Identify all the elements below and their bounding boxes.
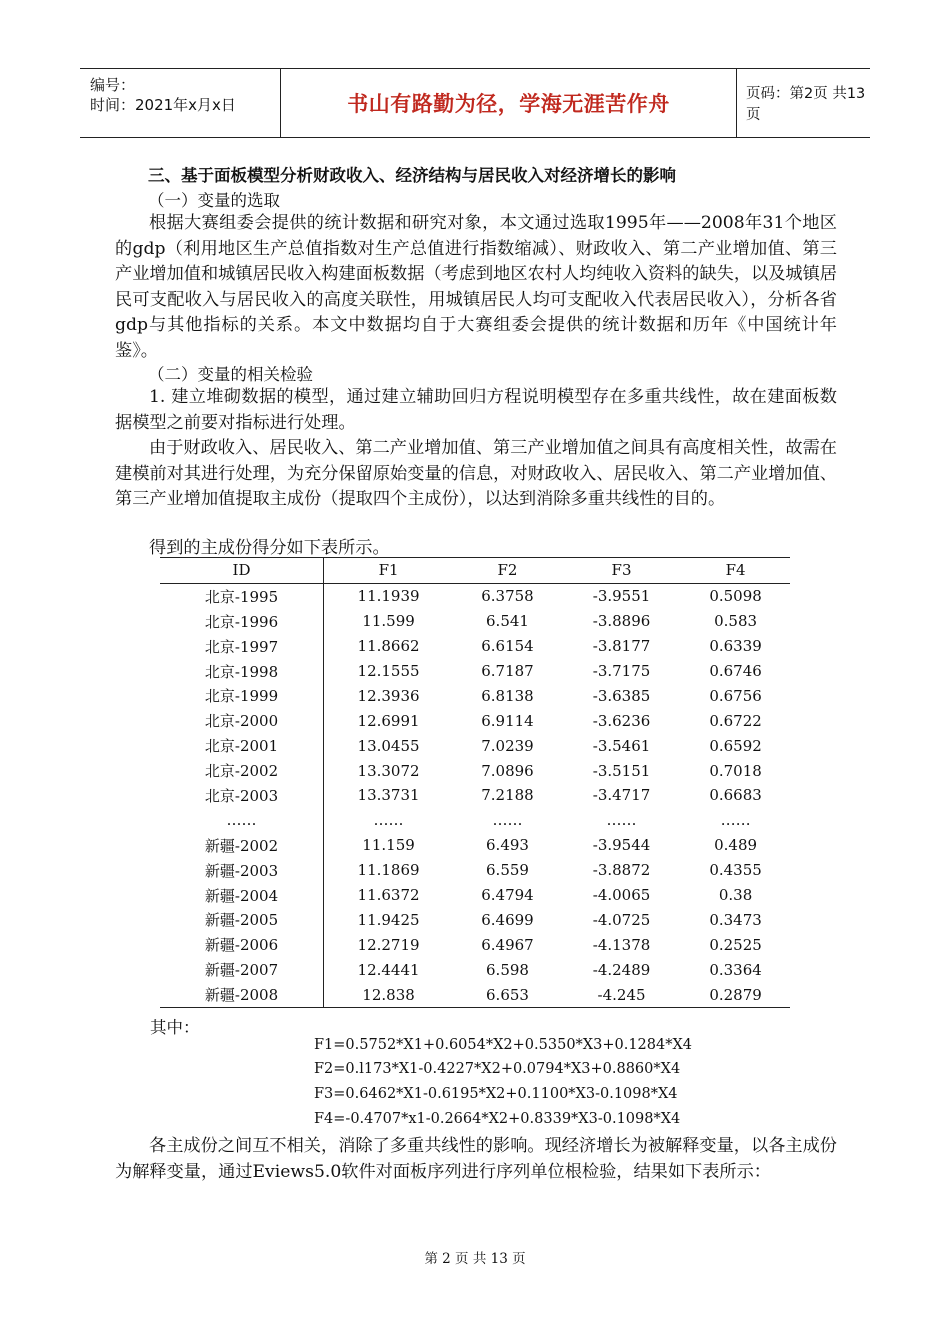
paragraph-data-source: 根据大赛组委会提供的统计数据和研究对象，本文通过选取1995年——2008年31个地区的gdp（利用地区生产总值指数对生产总值进行指数缩减）、财政收入、第二产业增加值、第三产业增加值和城镇居民收入构建面板数据（考虑到地区农村人均纯收入资料的缺失，以及城镇居民可支配收入与居民收入的高度关联性，用城镇居民人均可支配收入代表居民收入），分析各省gdp与其他指标的关系。本文中数据均自于大赛组委会提供的统计数据和历年《中国统计年鉴》。 <box>115 213 837 361</box>
cell-f2: 6.598 <box>486 960 529 979</box>
cell-f3: -4.2489 <box>592 960 651 979</box>
cell-f2: 6.8138 <box>481 686 534 705</box>
cell-f4: 0.6339 <box>709 637 762 656</box>
table-row <box>160 733 790 758</box>
cell-f1: 12.2719 <box>357 935 420 954</box>
cell-f2: 6.653 <box>453 982 562 1007</box>
cell-id: 新疆-2004 <box>160 883 324 908</box>
header-page-cell <box>740 69 870 137</box>
cell-f3: -3.6236 <box>592 711 651 730</box>
paragraph-table-intro: 得到的主成份得分如下表所示。 <box>149 538 390 558</box>
cell-id: …… <box>160 808 324 833</box>
table-row <box>160 833 790 858</box>
cell-f1: 13.3731 <box>357 786 420 805</box>
column-header-f2: F2 <box>453 558 562 584</box>
cell-f3: -3.9544 <box>592 836 651 855</box>
cell-f3: -3.8177 <box>592 637 651 656</box>
cell-f4: 0.2525 <box>709 935 762 954</box>
equation-f4: F4=-0.4707*x1-0.2664*X2+0.8339*X3-0.1098*X4 <box>314 1111 681 1127</box>
table-row <box>160 982 790 1007</box>
table-row <box>160 683 790 708</box>
cell-f1: 11.159 <box>362 836 415 855</box>
date-label: 时间：2021年x月x日 <box>90 96 236 114</box>
cell-f3: -3.7175 <box>592 662 651 680</box>
column-header-f4: F4 <box>681 558 790 584</box>
table-row <box>160 783 790 808</box>
cell-f1: 12.4441 <box>357 960 420 979</box>
column-header-id: ID <box>160 558 324 584</box>
cell-f4: 0.583 <box>714 612 758 631</box>
cell-id: 北京-2003 <box>160 783 324 808</box>
table-header-row <box>160 558 790 584</box>
cell-f3: -4.1378 <box>592 935 651 954</box>
cell-f2: 6.541 <box>486 612 529 631</box>
cell-f2: 6.559 <box>486 861 529 880</box>
section-title: 三、基于面板模型分析财政收入、经济结构与居民收入对经济增长的影响 <box>148 166 676 185</box>
cell-f2: 7.0896 <box>481 761 534 780</box>
paragraph-unit-root-test: 各主成份之间互不相关，消除了多重共线性的影响。现经济增长为被解释变量，以各主成份为解释变量，通过Eviews5.0软件对面板序列进行序列单位根检验，结果如下表所示： <box>115 1136 837 1182</box>
cell-id: 北京-1996 <box>160 609 324 634</box>
cell-f3: -3.6385 <box>592 686 651 705</box>
cell-f3: …… <box>606 811 637 830</box>
table-row <box>160 583 790 608</box>
cell-f1: 12.1555 <box>357 662 420 680</box>
cell-id: 新疆-2002 <box>160 833 324 858</box>
table-row <box>160 883 790 908</box>
cell-f4: 0.489 <box>714 836 758 855</box>
cell-id: 新疆-2007 <box>160 957 324 982</box>
cell-f4: 0.4355 <box>709 861 762 880</box>
page-number-label: 页码：第2页 共13页 <box>746 86 866 123</box>
cell-f2: 6.7187 <box>481 662 534 680</box>
cell-f3: -3.5151 <box>592 761 651 780</box>
cell-f2: 6.4794 <box>481 886 534 905</box>
cell-f3: -3.8896 <box>592 612 651 631</box>
cell-id: 新疆-2006 <box>160 932 324 957</box>
header-meta-cell <box>80 69 280 137</box>
cell-id: 北京-1999 <box>160 683 324 708</box>
cell-id: 新疆-2008 <box>160 982 324 1007</box>
page-footer: 第 2 页 共 13 页 <box>424 1251 526 1267</box>
cell-f1: 11.8662 <box>357 637 420 656</box>
cell-f1: 13.3072 <box>357 761 420 780</box>
equation-f1: F1=0.5752*X1+0.6054*X2+0.5350*X3+0.1284*X4 <box>314 1037 693 1053</box>
cell-id: 北京-2001 <box>160 733 324 758</box>
cell-f1: …… <box>373 811 404 830</box>
cell-f1: 11.1869 <box>357 861 420 880</box>
cell-id: 北京-2000 <box>160 708 324 733</box>
cell-id: 新疆-2005 <box>160 907 324 932</box>
cell-f4: 0.7018 <box>709 761 762 780</box>
table-row <box>160 808 790 833</box>
paragraph-multicollinearity: 1. 建立堆砌数据的模型，通过建立辅助回归方程说明模型存在多重共线性，故在建面板数据模型之前要对指标进行处理。 <box>115 387 837 433</box>
table-row <box>160 634 790 659</box>
header-motto-cell <box>280 69 737 137</box>
cell-f1: 12.6991 <box>357 711 420 730</box>
paragraph-principal-components: 由于财政收入、居民收入、第二产业增加值、第三产业增加值之间具有高度相关性，故需在建模前对其进行处理，为充分保留原始变量的信息，对财政收入、居民收入、第二产业增加值、第三产业增加值提取主成份（提取四个主成份），以达到消除多重共线性的目的。 <box>115 438 837 509</box>
table-row <box>160 758 790 783</box>
cell-f4: 0.3473 <box>709 910 762 929</box>
cell-f3: -4.0065 <box>592 886 651 905</box>
cell-f4: 0.6756 <box>709 686 762 705</box>
serial-label: 编号： <box>90 76 136 94</box>
cell-id: 北京-1998 <box>160 659 324 684</box>
cell-f3: -3.8872 <box>592 861 651 880</box>
cell-id: 新疆-2003 <box>160 858 324 883</box>
column-header-f3: F3 <box>562 558 681 584</box>
cell-id: 北京-1997 <box>160 634 324 659</box>
cell-f1: 13.0455 <box>357 736 420 755</box>
cell-f2: 6.3758 <box>481 587 534 606</box>
cell-f3: -4.245 <box>562 982 681 1007</box>
table-row <box>160 659 790 684</box>
cell-f4: 0.2879 <box>681 982 790 1007</box>
principal-component-scores-table <box>160 557 790 1008</box>
cell-f2: 6.9114 <box>481 711 534 730</box>
table-row <box>160 708 790 733</box>
subsection-variable-tests: （二）变量的相关检验 <box>148 365 313 384</box>
cell-f1: 12.838 <box>324 982 454 1007</box>
subsection-variable-selection: （一）变量的选取 <box>148 191 280 210</box>
table-row <box>160 858 790 883</box>
cell-f4: 0.6746 <box>709 662 762 680</box>
cell-f4: 0.3364 <box>709 960 762 979</box>
table-row <box>160 609 790 634</box>
cell-f4: 0.5098 <box>709 587 762 606</box>
cell-f3: -3.5461 <box>592 736 651 755</box>
cell-f1: 11.9425 <box>357 910 420 929</box>
table-row <box>160 932 790 957</box>
equation-f3: F3=0.6462*X1-0.6195*X2+0.1100*X3-0.1098*X4 <box>314 1086 678 1102</box>
cell-f2: 6.4699 <box>481 910 534 929</box>
cell-f4: 0.6683 <box>709 786 762 805</box>
motto-text: 书山有路勤为径，学海无涯苦作舟 <box>347 92 670 116</box>
equation-f2: F2=0.l173*X1-0.4227*X2+0.0794*X3+0.8860*X4 <box>314 1061 681 1077</box>
cell-f4: 0.6592 <box>709 736 762 755</box>
table-row <box>160 957 790 982</box>
cell-f1: 12.3936 <box>357 686 420 705</box>
cell-f2: 6.6154 <box>481 637 534 656</box>
cell-f3: -4.0725 <box>592 910 651 929</box>
cell-f4: 0.6722 <box>709 711 762 730</box>
cell-id: 北京-2002 <box>160 758 324 783</box>
cell-f2: 7.2188 <box>481 786 534 805</box>
cell-f2: 7.0239 <box>481 736 534 755</box>
cell-f2: …… <box>492 811 523 830</box>
cell-f3: -3.4717 <box>592 786 651 805</box>
page-header <box>80 68 870 138</box>
cell-f1: 11.1939 <box>357 587 420 606</box>
cell-f2: 6.493 <box>486 836 529 855</box>
cell-f4: …… <box>720 811 751 830</box>
cell-f1: 11.599 <box>362 612 415 631</box>
where-label: 其中： <box>150 1018 200 1037</box>
column-header-f1: F1 <box>324 558 454 584</box>
cell-f2: 6.4967 <box>481 935 534 954</box>
table-row <box>160 907 790 932</box>
cell-f4: 0.38 <box>718 886 753 905</box>
cell-id: 北京-1995 <box>160 583 324 608</box>
cell-f1: 11.6372 <box>357 886 420 905</box>
cell-f3: -3.9551 <box>592 587 651 606</box>
